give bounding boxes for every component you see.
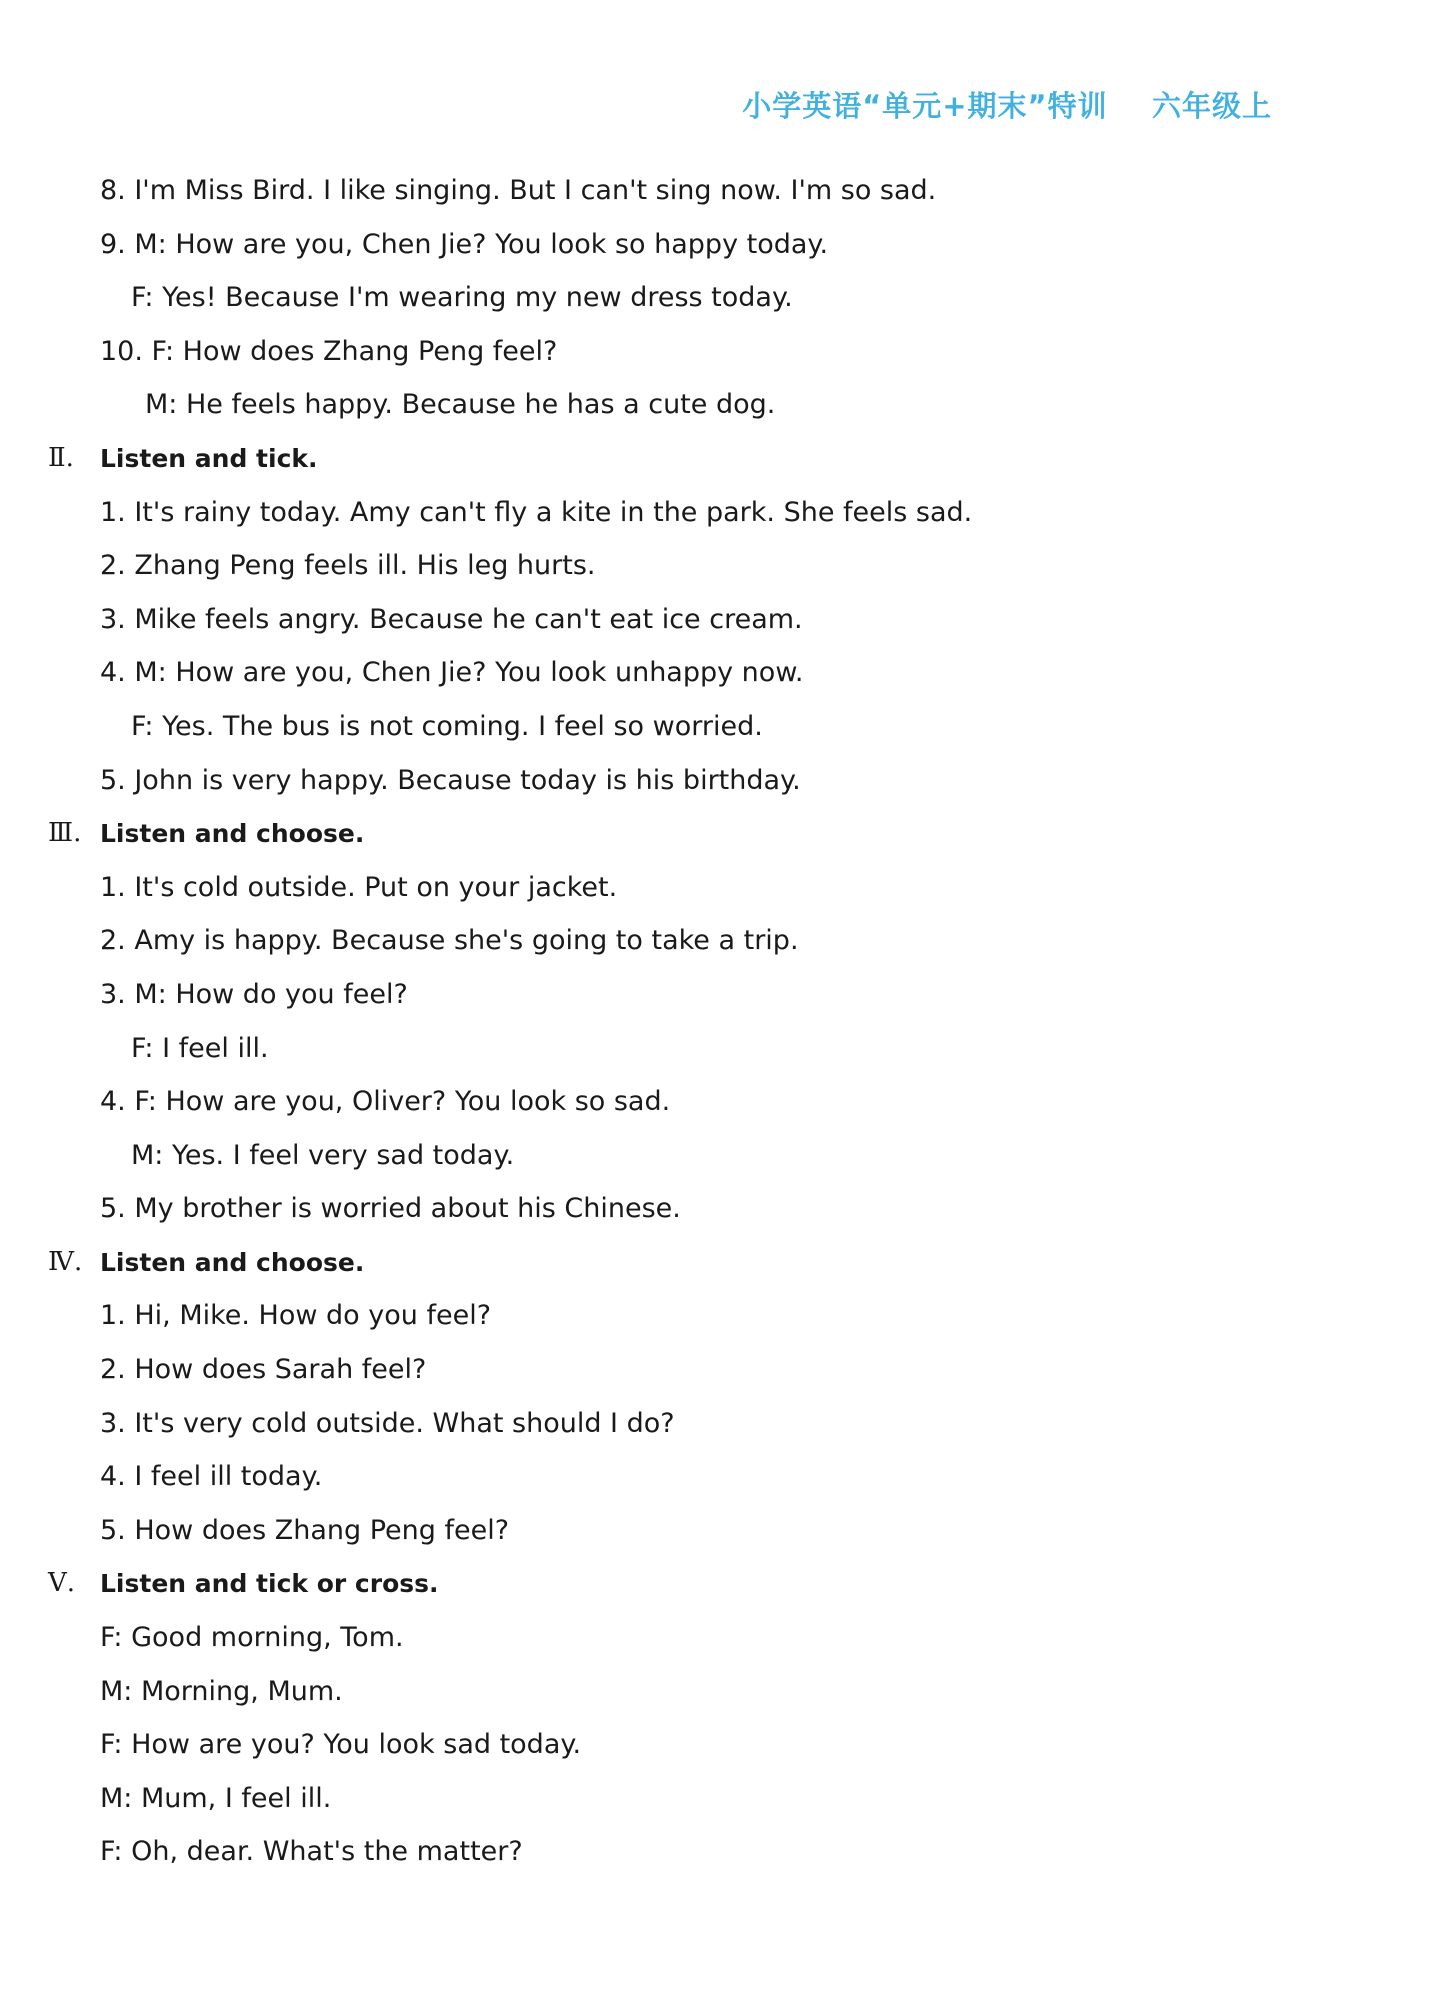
transcript-line: M: Mum, I feel ill. [100,1782,332,1814]
section-title: Listen and choose. [100,819,365,849]
transcript-line: 4. F: How are you, Oliver? You look so sad. [100,1086,671,1118]
section-heading [0,807,1452,861]
transcript-line: 3. M: How do you feel? [100,978,408,1010]
transcript-line: 1. It's cold outside. Put on your jacket. [100,871,618,903]
transcript-line: 10. F: How does Zhang Peng feel? [100,335,558,367]
section-title: Listen and tick or cross. [100,1569,439,1599]
transcript-line: 9. M: How are you, Chen Jie? You look so happy today. [100,228,829,260]
transcript-line: 2. How does Sarah feel? [100,1354,427,1386]
transcript-line: M: He feels happy. Because he has a cute dog. [145,389,776,421]
transcript-line: 8. I'm Miss Bird. I like singing. But I can't sing now. I'm so sad. [100,175,937,206]
section-number: Ⅱ. [48,442,74,473]
transcript-line: M: Morning, Mum. [100,1675,343,1707]
transcript-line: 3. Mike feels angry. Because he can't eat ice cream. [100,603,803,635]
transcript-line: F: Yes! Because I'm wearing my new dress today. [131,282,793,314]
transcript-line: M: Yes. I feel very sad today. [131,1139,515,1171]
transcript-line: 2. Amy is happy. Because she's going to take a trip. [100,925,799,957]
transcript-line: 5. My brother is worried about his Chinese. [100,1193,681,1225]
section-heading [0,1236,1452,1290]
section-number: Ⅳ. [48,1246,83,1277]
section-title: Listen and choose. [100,1247,365,1277]
transcript-line: F: Yes. The bus is not coming. I feel so worried. [131,710,763,742]
transcript-line: 1. Hi, Mike. How do you feel? [100,1300,492,1332]
transcript-line: 4. I feel ill today. [100,1461,323,1493]
transcript-line: 5. How does Zhang Peng feel? [100,1514,510,1546]
section-heading [0,1557,1452,1611]
transcript-line: 4. M: How are you, Chen Jie? You look unhappy now. [100,657,804,689]
page-header-title: 小学英语“单元+期末”特训 六年级上 [742,89,1272,123]
transcript-line: F: Good morning, Tom. [100,1622,404,1654]
section-number: Ⅴ. [48,1568,76,1599]
transcript-line: F: Oh, dear. What's the matter? [100,1836,523,1868]
section-title: Listen and tick. [100,443,318,473]
section-heading [0,432,1452,486]
transcript-line: 2. Zhang Peng feels ill. His leg hurts. [100,550,596,582]
transcript-line: 3. It's very cold outside. What should I do? [100,1407,675,1439]
transcript-content [0,164,1452,1879]
transcript-line: 1. It's rainy today. Amy can't fly a kite in the park. She feels sad. [100,496,973,528]
transcript-line: F: How are you? You look sad today. [100,1729,582,1761]
transcript-line: 5. John is very happy. Because today is his birthday. [100,764,801,796]
section-number: Ⅲ. [48,818,82,849]
transcript-line: F: I feel ill. [131,1032,269,1064]
